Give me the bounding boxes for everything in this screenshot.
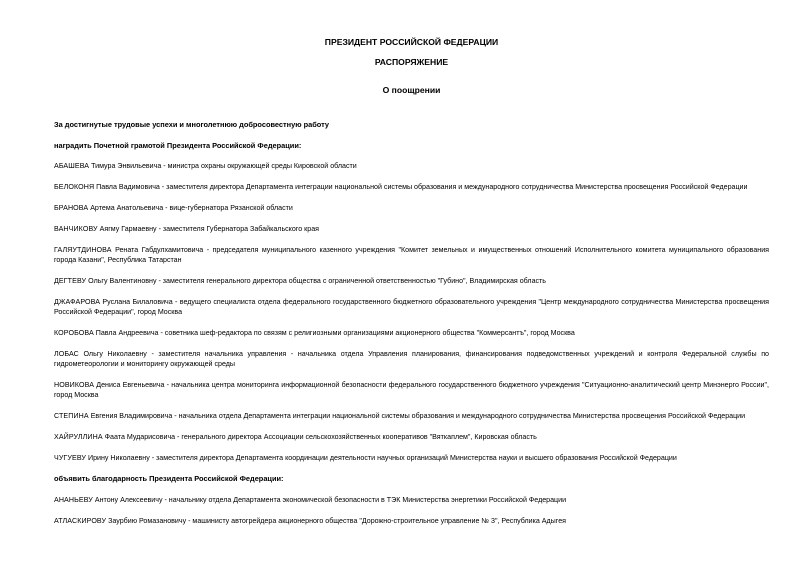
awarded-entry bbox=[54, 276, 769, 286]
thanked-surname: АНАНЬЕВУ bbox=[54, 496, 93, 504]
thanked-details: Антону Алексеевичу - начальнику отдела Департамента экономической безопасности в ТЭК Министерства энергетики Российской Федерации bbox=[92, 496, 567, 504]
awarded-entry bbox=[54, 297, 769, 317]
awardee-details: Дениса Евгеньевича - начальника центра мониторинга информационной безопасности федерального государственного бюджетного учреждения "Ситуационно-аналитический центр Минэнерго России", город Москва bbox=[54, 381, 769, 399]
awarded-entry bbox=[54, 411, 769, 421]
awarded-entry bbox=[54, 328, 769, 338]
awarded-entry bbox=[54, 432, 769, 442]
awardee-details: Тимура Энвильевича - министра охраны окружающей среды Кировской области bbox=[89, 162, 357, 170]
awardee-surname: АБАШЕВА bbox=[54, 162, 90, 170]
thanked-surname: АТЛАСКИРОВУ bbox=[54, 517, 107, 525]
awardee-surname: СТЕПИНА bbox=[54, 412, 89, 420]
awarded-entry bbox=[54, 224, 769, 234]
document-authority: ПРЕЗИДЕНТ РОССИЙСКОЙ ФЕДЕРАЦИИ bbox=[324, 37, 499, 47]
document-type: РАСПОРЯЖЕНИЕ bbox=[374, 57, 449, 67]
awardee-details: Ирину Николаевну - заместителя директора Департамента координации деятельности научных организаций Министерства науки и высшего образования Российской Федерации bbox=[86, 454, 677, 462]
awardee-details: Павла Вадимовича - заместителя директора Департамента интеграции национальной системы образования и международного сотрудничества Министерства просвещения Российской Федерации bbox=[94, 183, 748, 191]
awarded-entry bbox=[54, 203, 769, 213]
awardee-details: Ольгу Валентиновну - заместителя генерального директора общества с ограниченной ответственностью "Губино", Владимирская область bbox=[86, 277, 547, 285]
gratitude-heading: объявить благодарность Президента Российской Федерации: bbox=[54, 474, 284, 483]
awardee-details: Евгения Владимировича - начальника отдела Департамента интеграции национальной системы образования и международного сотрудничества Министерства просвещения Российской Федерации bbox=[88, 412, 746, 420]
thanked-entry bbox=[54, 495, 769, 505]
thanked-details: Заурбию Ромазановичу - машинисту автогрейдера акционерного общества "Дорожно-строительное управление № 3", Республика Адыгея bbox=[106, 517, 566, 525]
awardee-details: Ольгу Николаевну - заместителя начальника управления - начальника отдела Управления планирования, финансирования подведомственных учреждений и контроля Федеральной службы по гидрометеорологии и мониторингу окружающей среды bbox=[54, 350, 769, 368]
awardee-surname: БРАНОВА bbox=[54, 204, 89, 212]
awarded-entry bbox=[54, 245, 769, 265]
thanked-list bbox=[54, 495, 769, 526]
awarded-entry bbox=[54, 453, 769, 463]
awardee-surname: ВАНЧИКОВУ bbox=[54, 225, 98, 233]
awardee-surname: КОРОБОВА bbox=[54, 329, 94, 337]
document-subject: О поощрении bbox=[382, 85, 441, 95]
awarded-entry bbox=[54, 380, 769, 400]
awarded-entry bbox=[54, 161, 769, 171]
awardee-surname: ЛОБАС bbox=[54, 350, 79, 358]
awardee-surname: ЧУГУЕВУ bbox=[54, 454, 87, 462]
thanked-entry bbox=[54, 516, 769, 526]
awardee-surname: НОВИКОВА bbox=[54, 381, 95, 389]
award-reason: За достигнутые трудовые успехи и многолетнюю добросовестную работу bbox=[54, 120, 330, 129]
awardee-details: Фаата Мударисовича - генерального директора Ассоциации сельскохозяйственных кооперативов "Вяткаплем", Кировская область bbox=[102, 433, 537, 441]
awardee-details: Павла Андреевича - советника шеф-редактора по связям с религиозными организациями акционерного общества "Коммерсантъ", город Москва bbox=[93, 329, 575, 337]
award-heading: наградить Почетной грамотой Президента Российской Федерации: bbox=[54, 141, 302, 150]
awardee-surname: ДЖАФАРОВА bbox=[54, 298, 101, 306]
awardee-details: Аягму Гармаевну - заместителя Губернатора Забайкальского края bbox=[97, 225, 319, 233]
awardee-details: Артема Анатольевича - вице-губернатора Рязанской области bbox=[88, 204, 293, 212]
awardee-surname: ГАЛЯУТДИНОВА bbox=[54, 246, 112, 254]
awardee-surname: ДЕГТЕВУ bbox=[54, 277, 87, 285]
awarded-entry bbox=[54, 349, 769, 369]
awarded-list bbox=[54, 161, 769, 463]
awardee-surname: БЕЛОКОНЯ bbox=[54, 183, 95, 191]
awardee-details: Рената Габдулхамитовича - председателя муниципального казенного учреждения "Комитет земельных и имущественных отношений Исполнительного комитета муниципального образования города Казани", Республика Татарстан bbox=[54, 246, 769, 264]
awardee-surname: ХАЙРУЛЛИНА bbox=[54, 433, 103, 441]
awarded-entry bbox=[54, 182, 769, 192]
awardee-details: Руслана Билаловича - ведущего специалиста отдела федерального государственного бюджетного образовательного учреждения "Центр международного сотрудничества Министерства просвещения Российской Федерации", город Москва bbox=[54, 298, 769, 316]
